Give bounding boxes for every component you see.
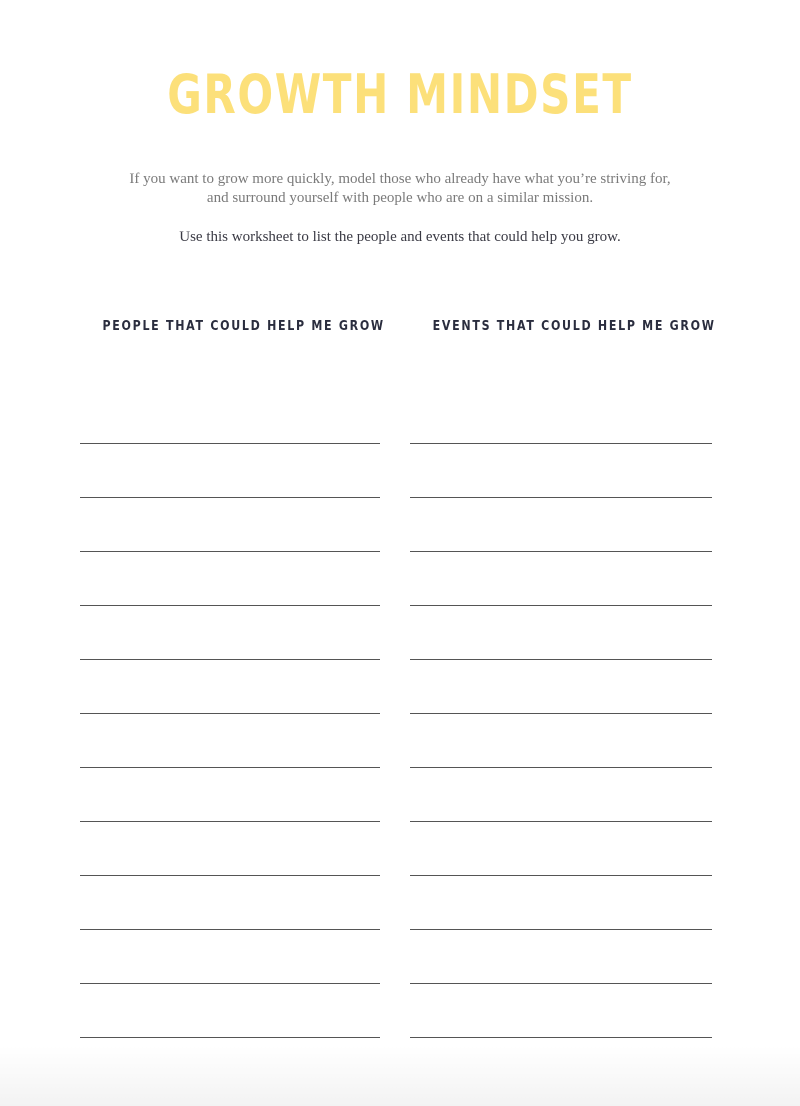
- people-write-line[interactable]: [80, 984, 380, 1038]
- people-write-line[interactable]: [80, 822, 380, 876]
- people-write-line[interactable]: [80, 498, 380, 552]
- events-write-line[interactable]: [410, 606, 712, 660]
- people-write-line[interactable]: [80, 714, 380, 768]
- events-write-line[interactable]: [410, 768, 712, 822]
- people-write-line[interactable]: [80, 930, 380, 984]
- page-bottom-shadow: [0, 1046, 800, 1106]
- events-write-line[interactable]: [410, 930, 712, 984]
- events-write-line[interactable]: [410, 444, 712, 498]
- events-write-line[interactable]: [410, 822, 712, 876]
- events-write-line[interactable]: [410, 876, 712, 930]
- people-write-line[interactable]: [80, 444, 380, 498]
- events-write-line[interactable]: [410, 984, 712, 1038]
- events-write-line[interactable]: [410, 426, 712, 444]
- people-column: [80, 318, 385, 1038]
- page-title: GROWTH MINDSET: [167, 63, 633, 126]
- instruction-text: Use this worksheet to list the people and events that could help you grow.: [179, 229, 621, 245]
- events-write-line[interactable]: [410, 714, 712, 768]
- people-column-heading: PEOPLE THAT COULD HELP ME GROW: [102, 319, 385, 334]
- events-column-heading: EVENTS THAT COULD HELP ME GROW: [432, 319, 716, 334]
- intro-line-2: and surround yourself with people who are on a similar mission.: [206, 190, 594, 206]
- people-lines: [80, 426, 380, 1038]
- people-write-line[interactable]: [80, 606, 380, 660]
- events-write-line[interactable]: [410, 498, 712, 552]
- events-write-line[interactable]: [410, 552, 712, 606]
- people-write-line[interactable]: [80, 660, 380, 714]
- events-lines: [410, 426, 712, 1038]
- intro-text: [100, 170, 700, 208]
- events-column: [410, 318, 716, 1038]
- intro-line-1: If you want to grow more quickly, model those who already have what you’re striving for,: [129, 171, 671, 187]
- people-write-line[interactable]: [80, 426, 380, 444]
- events-write-line[interactable]: [410, 660, 712, 714]
- people-write-line[interactable]: [80, 876, 380, 930]
- people-write-line[interactable]: [80, 768, 380, 822]
- people-write-line[interactable]: [80, 552, 380, 606]
